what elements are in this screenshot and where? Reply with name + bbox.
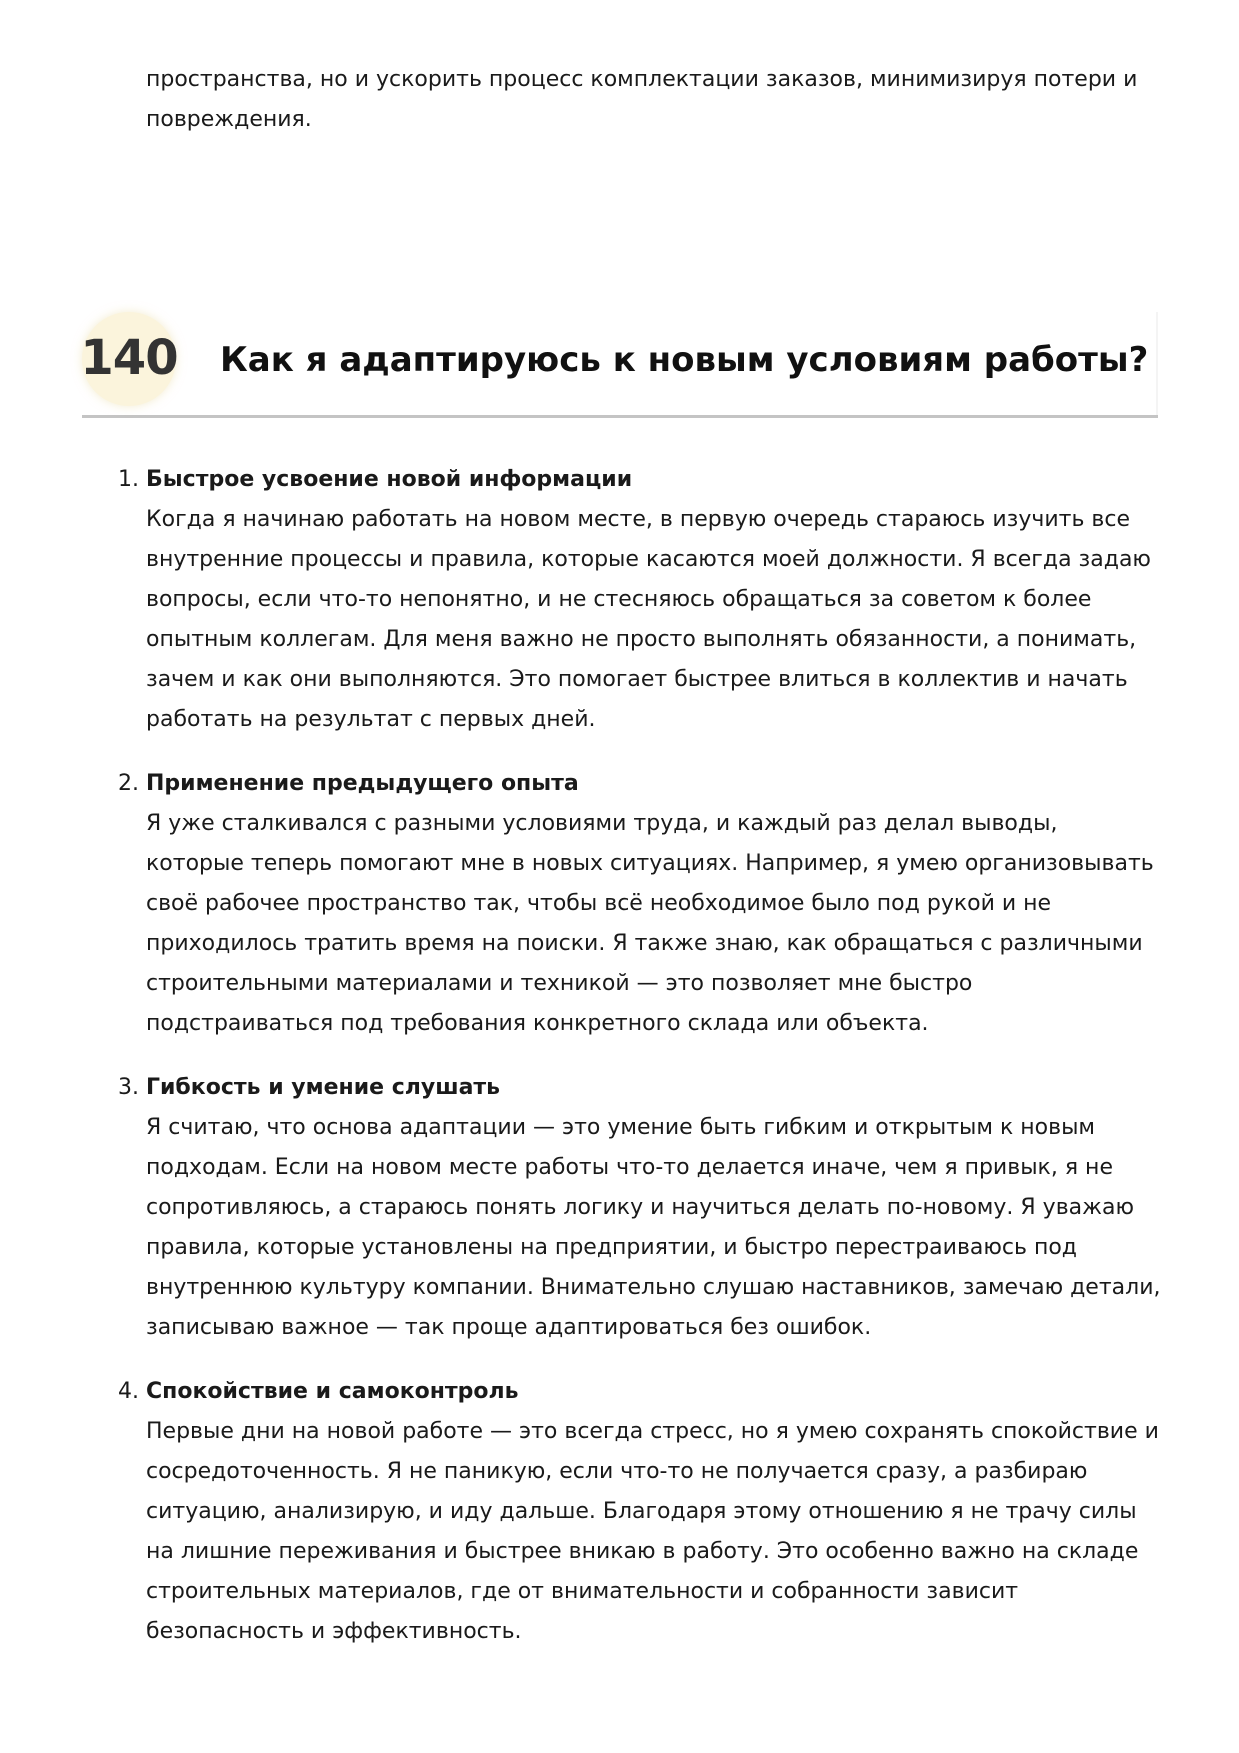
list-item-title: Спокойствие и самоконтроль: [146, 1379, 519, 1404]
list-item-text: Когда я начинаю работать на новом месте, в первую очередь стараюсь изучить все внутренние процессы и правила, которые касаются моей должности. Я всегда задаю вопросы, если что-то непонятно, и не стесняюсь обращаться за советом к более опытным коллегам. Для меня важно не просто выполнять обязанности, а понимать, зачем и как они выполняются. Это помогает быстрее влиться в коллектив и начать работать на результат с первых дней.: [146, 507, 1151, 732]
list-item-text: Я считаю, что основа адаптации — это умение быть гибким и открытым к новым подходам. Если на новом месте работы что-то делается иначе, чем я привык, я не сопротивляюсь, а стараюсь понять логику и научиться делать по-новому. Я уважаю правила, которые установлены на предприятии, и быстро перестраиваюсь под внутреннюю культуру компании. Внимательно слушаю наставников, замечаю детали, записываю важное — так проще адаптироваться без ошибок.: [146, 1115, 1161, 1340]
list-item-number: 4.: [118, 1379, 139, 1404]
list-item: [118, 1068, 1162, 1348]
list-item-text: Первые дни на новой работе — это всегда стресс, но я умею сохранять спокойствие и сосредоточенность. Я не паникую, если что-то не получается сразу, а разбираю ситуацию, анализирую, и иду дальше. Благодаря этому отношению я не трачу силы на лишние переживания и быстрее вникаю в работу. Это особенно важно на складе строительных материалов, где от внимательности и собранности зависит безопасность и эффективность.: [146, 1419, 1159, 1644]
section-header: [82, 312, 1158, 418]
list-item-title: Быстрое усвоение новой информации: [146, 467, 633, 492]
list-item: [118, 764, 1162, 1044]
list-item: [118, 460, 1162, 740]
list-item-title: Применение предыдущего опыта: [146, 771, 579, 796]
section-number: 140: [80, 330, 178, 386]
list-item-number: 3.: [118, 1075, 139, 1100]
list-item-title: Гибкость и умение слушать: [146, 1075, 501, 1100]
list-item-number: 2.: [118, 771, 139, 796]
list-item-number: 1.: [118, 467, 139, 492]
intro-paragraph: пространства, но и ускорить процесс комплектации заказов, минимизируя потери и повреждения.: [146, 67, 1138, 132]
answer-list: [118, 460, 1162, 1676]
list-item: [118, 1372, 1162, 1652]
section-title: Как я адаптируюсь к новым условиям работы?: [220, 340, 1149, 380]
list-item-text: Я уже сталкивался с разными условиями труда, и каждый раз делал выводы, которые теперь помогают мне в новых ситуациях. Например, я умею организовывать своё рабочее пространство так, чтобы всё необходимое было под рукой и не приходилось тратить время на поиски. Я также знаю, как обращаться с различными строительными материалами и техникой — это позволяет мне быстро подстраиваться под требования конкретного склада или объекта.: [146, 811, 1154, 1036]
